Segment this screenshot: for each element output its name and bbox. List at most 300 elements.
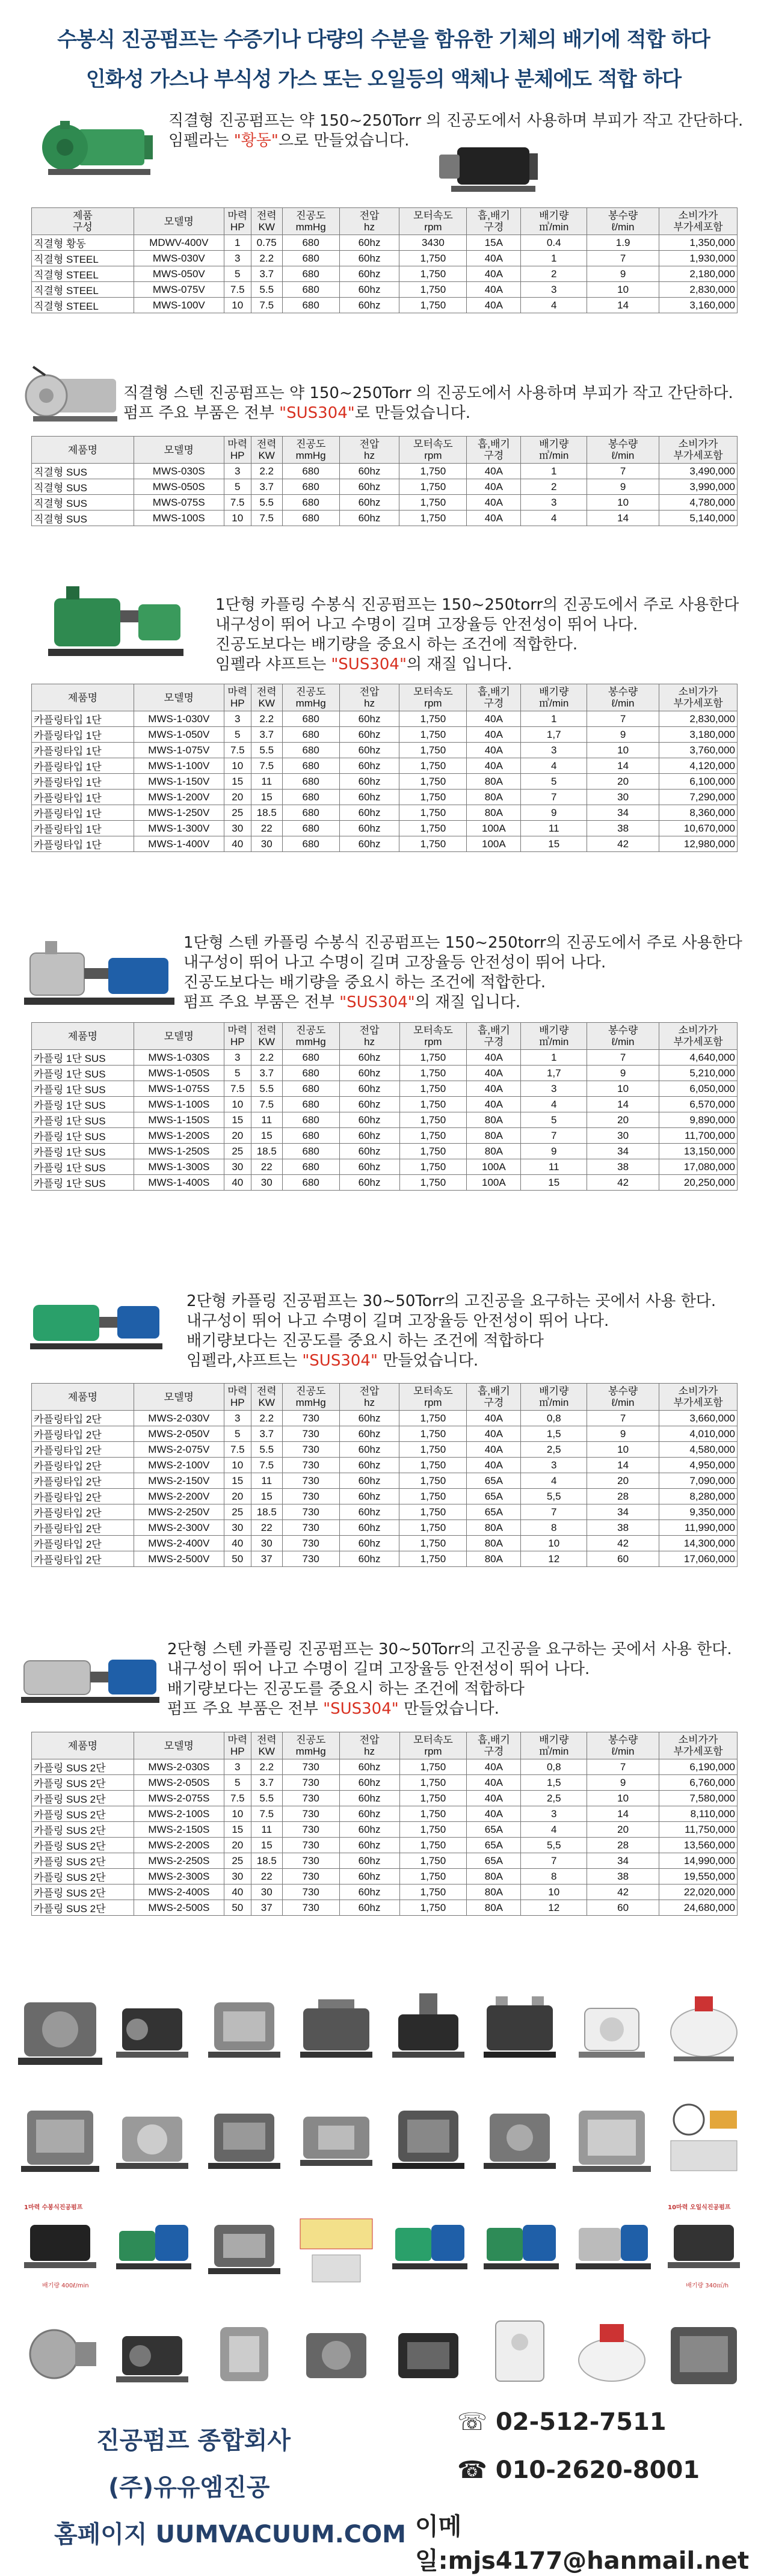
spec-table-5 [31,1383,738,1567]
table-cell: MWS-030V [134,251,224,266]
table-cell: MWS-2-030S [134,1759,224,1775]
table-cell: 730 [282,1900,339,1916]
table-cell: 60hz [339,1097,399,1112]
table-cell: 3.7 [251,266,282,282]
table-cell: 80A [467,1520,521,1536]
table-cell: MWS-2-500V [134,1551,224,1567]
table-cell: 7 [587,464,659,479]
table-cell: 15 [224,1473,251,1489]
column-header: 모터속도 rpm [399,1732,467,1759]
table-cell: 680 [282,479,339,495]
product-photo [570,2309,657,2405]
table-cell: 18.5 [251,1853,282,1869]
table-cell: 680 [282,1097,339,1112]
table-cell: 카플링 SUS 2단 [32,1806,134,1822]
table-header-row [32,684,738,711]
table-cell: 38 [587,1869,659,1884]
table-cell: 1,750 [399,774,467,790]
table-cell: MWS-2-200S [134,1838,224,1853]
table-row [32,821,738,836]
table-row [32,1066,738,1081]
table-cell: 40A [467,1050,521,1066]
table-cell: 직결형 STEEL [32,282,134,298]
table-cell: 8 [521,1520,587,1536]
table-cell: 7 [587,711,659,727]
table-cell: 60hz [339,511,399,526]
table-cell: 680 [282,235,339,251]
table-row [32,1869,738,1884]
table-cell: 2,5 [521,1442,587,1458]
table-cell: 직결형 SUS [32,511,134,526]
column-header: 배기량 ㎥/min [521,1732,587,1759]
table-cell: 1,750 [399,1504,467,1520]
table-cell: 5.5 [251,743,282,758]
product-photo [478,2201,565,2297]
table-cell: 30 [224,1520,251,1536]
table-cell: 22,020,000 [659,1884,738,1900]
table-cell: 3 [521,495,587,511]
table-cell: 카플링타입 2단 [32,1536,134,1551]
table-cell: 직결형 황동 [32,235,134,251]
table-cell: 60hz [339,821,399,836]
table-row [32,235,738,251]
table-cell: 42 [587,836,659,852]
table-cell: 1,750 [399,495,467,511]
column-header: 진공도 mmHg [282,208,339,235]
table-cell: 카플링타입 2단 [32,1551,134,1567]
table-cell: 680 [282,1175,339,1191]
table-cell: MWS-2-100V [134,1458,224,1473]
table-cell: 730 [282,1759,339,1775]
table-cell: 1,750 [399,1128,467,1144]
table-cell: 11 [251,774,282,790]
table-cell: 카플링타입 2단 [32,1489,134,1504]
table-cell: 카플링 1단 SUS [32,1128,134,1144]
column-header: 흡,배기 구경 [467,437,521,464]
pump-image-2 [21,361,123,430]
product-gallery-row-2 [18,2093,749,2189]
table-cell: 60hz [339,235,399,251]
table-cell: 40 [224,1884,251,1900]
table-cell: 60hz [339,727,399,743]
table-cell: 60hz [339,1128,399,1144]
table-cell: 1,7 [521,727,587,743]
table-cell: 7 [587,251,659,266]
table-cell: 80A [467,774,521,790]
table-cell: 10 [224,1097,251,1112]
column-header: 소비가가 부가세포함 [659,1384,738,1411]
product-photo [202,1984,289,2081]
table-cell: MWS-1-075V [134,743,224,758]
table-cell: 680 [282,790,339,805]
table-cell: 1,750 [399,1551,467,1567]
table-cell: 60hz [339,1112,399,1128]
column-header: 소비가가 부가세포함 [659,684,738,711]
table-cell: 730 [282,1411,339,1426]
table-cell: 40A [467,1081,521,1097]
table-cell: 40A [467,266,521,282]
table-cell: 3 [224,251,251,266]
table-cell: 80A [467,1551,521,1567]
table-cell: 730 [282,1442,339,1458]
table-cell: 14 [587,1097,659,1112]
table-cell: 10 [224,758,251,774]
column-header: 모터속도 rpm [399,437,467,464]
table-header-row [32,208,738,235]
footer-mobile[interactable]: ☎ 010-2620-8001 [457,2456,700,2484]
table-cell: 60hz [339,1838,399,1853]
table-cell: MWS-2-150S [134,1822,224,1838]
table-cell: 9 [521,805,587,821]
column-header: 소비가가 부가세포함 [659,208,738,235]
table-cell: 10 [521,1536,587,1551]
table-header-row [32,1023,738,1050]
table-cell: 2,180,000 [659,266,738,282]
table-cell: 11 [251,1822,282,1838]
table-cell: 730 [282,1822,339,1838]
table-row [32,1775,738,1791]
table-cell: 100A [467,821,521,836]
column-header: 마력 HP [224,684,251,711]
table-cell: 9 [521,1144,587,1159]
table-cell: 1,5 [521,1775,587,1791]
table-row [32,805,738,821]
table-row [32,743,738,758]
product-photo [202,2201,289,2297]
table-cell: MWS-1-100V [134,758,224,774]
table-cell: 730 [282,1473,339,1489]
table-cell: 7.5 [251,1097,282,1112]
table-cell: 37 [251,1551,282,1567]
table-cell: 730 [282,1884,339,1900]
table-cell: 25 [224,1504,251,1520]
table-cell: 680 [282,1112,339,1128]
table-cell: 3,180,000 [659,727,738,743]
table-cell: 680 [282,711,339,727]
table-cell: MWS-050V [134,266,224,282]
table-cell: 80A [467,1128,521,1144]
table-cell: 직결형 SUS [32,479,134,495]
table-cell: 7.5 [224,1791,251,1806]
table-cell: 15 [224,774,251,790]
product-photo [662,1984,749,2081]
column-header: 모델명 [134,1023,224,1050]
table-cell: 3,660,000 [659,1411,738,1426]
table-cell: 680 [282,495,339,511]
table-cell: 직결형 STEEL [32,251,134,266]
table-cell: 3 [224,464,251,479]
product-photo [110,1984,197,2081]
table-cell: 3 [521,1458,587,1473]
table-cell: 730 [282,1853,339,1869]
table-cell: 7.5 [224,1442,251,1458]
table-cell: 카플링 SUS 2단 [32,1853,134,1869]
table-cell: 60hz [339,1869,399,1884]
gallery-caption-1: 1마력 수봉식진공펌프 [24,2204,83,2211]
table-cell: 카플링 SUS 2단 [32,1822,134,1838]
table-cell: 25 [224,805,251,821]
table-cell: MWS-1-300V [134,821,224,836]
table-cell: 10 [224,1458,251,1473]
table-cell: 1,750 [399,1442,467,1458]
gallery-caption-2: 10마력 오일식진공펌프 [668,2204,731,2211]
table-cell: 3430 [399,235,467,251]
table-cell: 1,750 [399,758,467,774]
table-cell: 8 [521,1869,587,1884]
column-header: 배기량 ㎥/min [521,437,587,464]
table-cell: 직결형 STEEL [32,298,134,313]
table-cell: 1,750 [399,1884,467,1900]
table-cell: 40A [467,1775,521,1791]
table-cell: 1,750 [399,1791,467,1806]
table-cell: 카플링타입 1단 [32,836,134,852]
table-cell: 20 [587,774,659,790]
table-cell: 5 [224,479,251,495]
product-gallery-row-1 [18,1984,749,2081]
table-cell: 680 [282,282,339,298]
table-cell: 카플링 1단 SUS [32,1081,134,1097]
product-photo [294,2201,381,2297]
table-cell: 8,280,000 [659,1489,738,1504]
table-row [32,727,738,743]
table-cell: 14 [587,1806,659,1822]
table-cell: 1,750 [399,711,467,727]
table-cell: MWS-075V [134,282,224,298]
table-cell: 60hz [339,251,399,266]
table-cell: 카플링타입 2단 [32,1520,134,1536]
table-cell: 1,350,000 [659,235,738,251]
table-cell: 4,120,000 [659,758,738,774]
table-cell: 4 [521,298,587,313]
product-photo [294,2093,381,2189]
table-cell: 680 [282,1081,339,1097]
product-photo [110,2093,197,2189]
table-header-row [32,437,738,464]
table-cell: 2.2 [251,711,282,727]
table-cell: 2 [521,479,587,495]
product-photo [570,2093,657,2189]
table-cell: 10 [587,1791,659,1806]
table-cell: MWS-2-150V [134,1473,224,1489]
column-header: 전압 hz [339,437,399,464]
table-cell: 60hz [339,1442,399,1458]
table-cell: 2,830,000 [659,282,738,298]
product-photo [110,2201,197,2297]
table-cell: 25 [224,1144,251,1159]
table-row [32,464,738,479]
table-row [32,1097,738,1112]
table-cell: 5,5 [521,1838,587,1853]
column-header: 모터속도 rpm [399,1384,467,1411]
table-cell: 3.7 [251,1775,282,1791]
table-cell: 1,750 [399,1775,467,1791]
table-cell: 7,290,000 [659,790,738,805]
table-cell: MWS-030S [134,464,224,479]
table-cell: 2.2 [251,464,282,479]
product-photo [18,2093,105,2189]
table-cell: 3 [224,1411,251,1426]
table-cell: 카플링타입 1단 [32,758,134,774]
product-photo [18,1984,105,2081]
footer-phone[interactable]: ☏ 02-512-7511 [457,2408,667,2436]
table-cell: 카플링타입 1단 [32,790,134,805]
table-cell: 730 [282,1806,339,1822]
table-row [32,1159,738,1175]
table-cell: MWS-1-250S [134,1144,224,1159]
table-cell: 5,5 [521,1489,587,1504]
table-cell: 60hz [339,1884,399,1900]
table-cell: 15 [251,1838,282,1853]
table-cell: 1,750 [399,1411,467,1426]
table-cell: 30 [587,790,659,805]
table-cell: 7.5 [251,1806,282,1822]
table-cell: 40A [467,298,521,313]
table-cell: 1,750 [399,1066,467,1081]
table-row [32,1128,738,1144]
table-cell: 38 [587,821,659,836]
table-cell: 15 [224,1112,251,1128]
table-cell: 60hz [339,464,399,479]
table-cell: 12 [521,1900,587,1916]
table-cell: MWS-1-050S [134,1066,224,1081]
table-cell: 38 [587,1159,659,1175]
table-row [32,758,738,774]
table-cell: 40A [467,1458,521,1473]
table-cell: MWS-050S [134,479,224,495]
footer-email[interactable]: 이메일:mjs4177@hanmail.net [415,2513,750,2575]
column-header: 배기량 ㎥/min [521,1384,587,1411]
table-cell: 80A [467,1869,521,1884]
table-cell: 11,990,000 [659,1520,738,1536]
table-cell: 1,930,000 [659,251,738,266]
table-cell: 1,750 [399,727,467,743]
table-cell: 80A [467,1884,521,1900]
table-cell: 3 [224,1759,251,1775]
table-cell: 60hz [339,1791,399,1806]
table-cell: 40A [467,251,521,266]
table-cell: 34 [587,1853,659,1869]
table-cell: 60hz [339,1081,399,1097]
table-cell: 5.5 [251,1791,282,1806]
column-header: 진공도 mmHg [282,437,339,464]
column-header: 제품명 [32,1732,134,1759]
table-row [32,266,738,282]
table-cell: 680 [282,727,339,743]
table-cell: 40A [467,511,521,526]
table-cell: 2.2 [251,1411,282,1426]
column-header: 전력 KW [251,1732,282,1759]
table-cell: 37 [251,1900,282,1916]
table-cell: 3,160,000 [659,298,738,313]
table-cell: 42 [587,1536,659,1551]
table-cell: 15 [521,836,587,852]
product-photo [18,2309,105,2405]
table-cell: 10 [224,1806,251,1822]
table-row [32,1050,738,1066]
table-cell: 3,760,000 [659,743,738,758]
table-cell: MWS-1-200S [134,1128,224,1144]
column-header: 전력 KW [251,684,282,711]
table-cell: 4 [521,758,587,774]
column-header: 흡,배기 구경 [467,1732,521,1759]
table-cell: 카플링 1단 SUS [32,1112,134,1128]
table-cell: MWS-2-400V [134,1536,224,1551]
table-row [32,1473,738,1489]
table-cell: 2.2 [251,1759,282,1775]
table-cell: 7 [521,1504,587,1520]
table-cell: 60hz [339,1822,399,1838]
table-cell: 0.75 [251,235,282,251]
table-cell: 4,780,000 [659,495,738,511]
table-cell: 40A [467,1411,521,1426]
table-cell: 60 [587,1900,659,1916]
footer-homepage[interactable]: 홈페이지 UUMVACUUM.COM [54,2521,406,2548]
table-cell: 60hz [339,1900,399,1916]
table-cell: 60hz [339,1775,399,1791]
table-cell: MWS-2-400S [134,1884,224,1900]
table-cell: 1,750 [399,1112,467,1128]
table-cell: 3 [224,711,251,727]
table-cell: 20 [224,790,251,805]
table-cell: 1,750 [399,1458,467,1473]
table-cell: 60hz [339,495,399,511]
spec-table-2 [31,436,738,526]
table-cell: MWS-1-250V [134,805,224,821]
table-cell: 5 [521,774,587,790]
product-gallery-row-3 [18,2201,749,2297]
table-cell: 15A [467,235,521,251]
table-row [32,774,738,790]
column-header: 모델명 [134,684,224,711]
table-cell: 15 [251,790,282,805]
table-cell: 7,580,000 [659,1791,738,1806]
table-cell: 80A [467,1536,521,1551]
table-cell: 14,300,000 [659,1536,738,1551]
table-cell: 카플링 SUS 2단 [32,1791,134,1806]
table-cell: MWS-2-075V [134,1442,224,1458]
table-cell: 40A [467,1066,521,1081]
table-cell: 5 [521,1112,587,1128]
column-header: 전력 KW [251,1023,282,1050]
product-photo [386,2201,473,2297]
table-cell: 100A [467,1175,521,1191]
table-cell: 7 [587,1759,659,1775]
table-cell: MWS-2-300S [134,1869,224,1884]
table-cell: 1,750 [399,251,467,266]
table-cell: 3 [224,1050,251,1066]
table-cell: 34 [587,1144,659,1159]
column-header: 배기량 ㎥/min [521,208,587,235]
table-cell: 60hz [339,1175,399,1191]
table-cell: 680 [282,251,339,266]
table-cell: 1,750 [399,282,467,298]
table-cell: 1 [521,1050,587,1066]
gallery-caption-2-sub: 배기량 340㎥/h [686,2283,729,2289]
pump-image-4 [18,935,180,1019]
table-cell: 34 [587,805,659,821]
table-cell: 680 [282,1144,339,1159]
table-cell: 30 [251,836,282,852]
column-header: 제품명 [32,437,134,464]
table-cell: MWS-100V [134,298,224,313]
column-header: 진공도 mmHg [282,1384,339,1411]
table-cell: 3 [521,1081,587,1097]
table-cell: 60hz [339,790,399,805]
table-cell: 28 [587,1489,659,1504]
table-cell: 1,750 [399,1869,467,1884]
table-cell: 730 [282,1489,339,1504]
column-header: 진공도 mmHg [282,1023,339,1050]
